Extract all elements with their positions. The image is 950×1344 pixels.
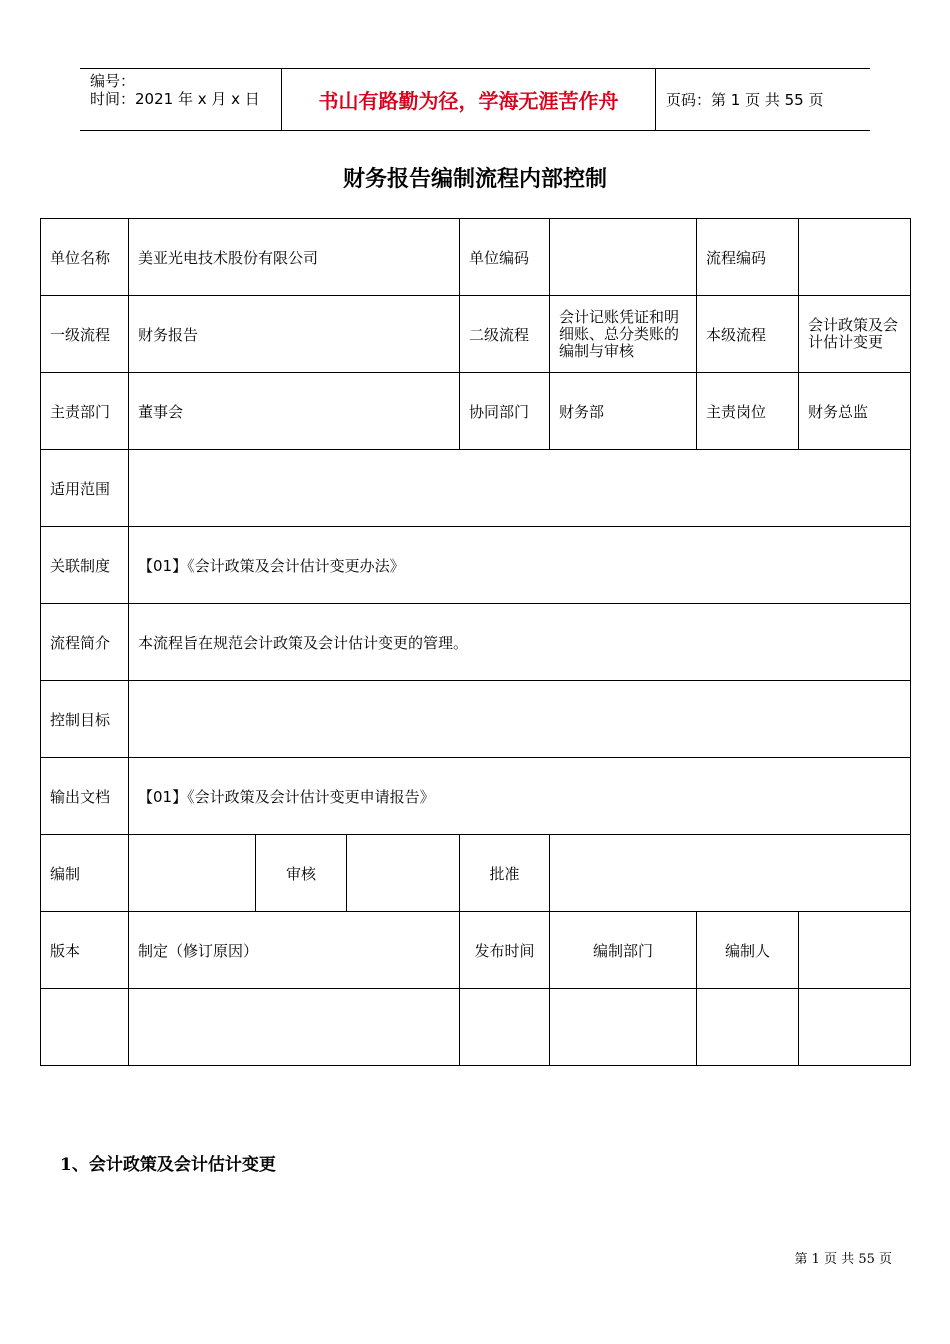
review-value: [347, 835, 460, 912]
level1-label: 一级流程: [41, 296, 129, 373]
process-info-table: [40, 218, 911, 1066]
table-row: [41, 758, 911, 835]
table-row: [41, 604, 911, 681]
table-row: [41, 681, 911, 758]
page-footer: 第 1 页 共 55 页: [794, 1252, 892, 1267]
revision-reason-label: 制定（修订原因）: [129, 912, 460, 989]
approve-label: 批准: [460, 835, 550, 912]
empty-cell: [550, 989, 697, 1066]
prepare-dept-label: 编制部门: [550, 912, 697, 989]
empty-cell: [460, 989, 550, 1066]
empty-cell: [41, 989, 129, 1066]
header-motto: 书山有路勤为径，学海无涯苦作舟: [281, 69, 656, 130]
output-label: 输出文档: [41, 758, 129, 835]
review-label: 审核: [256, 835, 347, 912]
coop-dept-label: 协同部门: [460, 373, 550, 450]
version-label: 版本: [41, 912, 129, 989]
table-row: [41, 989, 911, 1066]
post-label: 主责岗位: [697, 373, 799, 450]
current-level-value: 会计政策及会计估计变更: [799, 296, 911, 373]
unit-name-label: 单位名称: [41, 219, 129, 296]
level2-label: 二级流程: [460, 296, 550, 373]
level2-value: 会计记账凭证和明细账、总分类账的编制与审核: [550, 296, 697, 373]
author-label: 编制人: [697, 912, 799, 989]
dept-label: 主责部门: [41, 373, 129, 450]
table-row: [41, 912, 911, 989]
process-code-value: [799, 219, 911, 296]
section-heading: 1、会计政策及会计估计变更: [60, 1155, 276, 1175]
process-code-label: 流程编码: [697, 219, 799, 296]
post-value: 财务总监: [799, 373, 911, 450]
empty-cell: [697, 989, 799, 1066]
publish-date-label: 发布时间: [460, 912, 550, 989]
empty-cell: [799, 989, 911, 1066]
level1-value: 财务报告: [129, 296, 460, 373]
current-level-label: 本级流程: [697, 296, 799, 373]
table-row: [41, 835, 911, 912]
table-row: [41, 450, 911, 527]
empty-cell: [129, 989, 460, 1066]
table-row: [41, 527, 911, 604]
coop-dept-value: 财务部: [550, 373, 697, 450]
approve-value: [550, 835, 911, 912]
header-meta: [80, 69, 281, 130]
related-value: 【01】《会计政策及会计估计变更办法》: [129, 527, 911, 604]
table-row: [41, 296, 911, 373]
scope-label: 适用范围: [41, 450, 129, 527]
empty-cell: [799, 912, 911, 989]
unit-code-label: 单位编码: [460, 219, 550, 296]
related-label: 关联制度: [41, 527, 129, 604]
output-value: 【01】《会计政策及会计估计变更申请报告》: [129, 758, 911, 835]
intro-label: 流程简介: [41, 604, 129, 681]
unit-code-value: [550, 219, 697, 296]
scope-value: [129, 450, 911, 527]
goal-value: [129, 681, 911, 758]
header-time-label: 时间：2021 年 x 月 x 日: [90, 90, 260, 108]
prepare-value: [129, 835, 256, 912]
document-title: 财务报告编制流程内部控制: [342, 167, 607, 192]
header-page-code: 页码：第 1 页 共 55 页: [666, 91, 824, 109]
goal-label: 控制目标: [41, 681, 129, 758]
table-row: [41, 219, 911, 296]
prepare-label: 编制: [41, 835, 129, 912]
intro-value: 本流程旨在规范会计政策及会计估计变更的管理。: [129, 604, 911, 681]
document-header: [80, 68, 870, 131]
table-row: [41, 373, 911, 450]
unit-name-value: 美亚光电技术股份有限公司: [129, 219, 460, 296]
header-number-label: 编号：: [90, 72, 136, 90]
dept-value: 董事会: [129, 373, 460, 450]
